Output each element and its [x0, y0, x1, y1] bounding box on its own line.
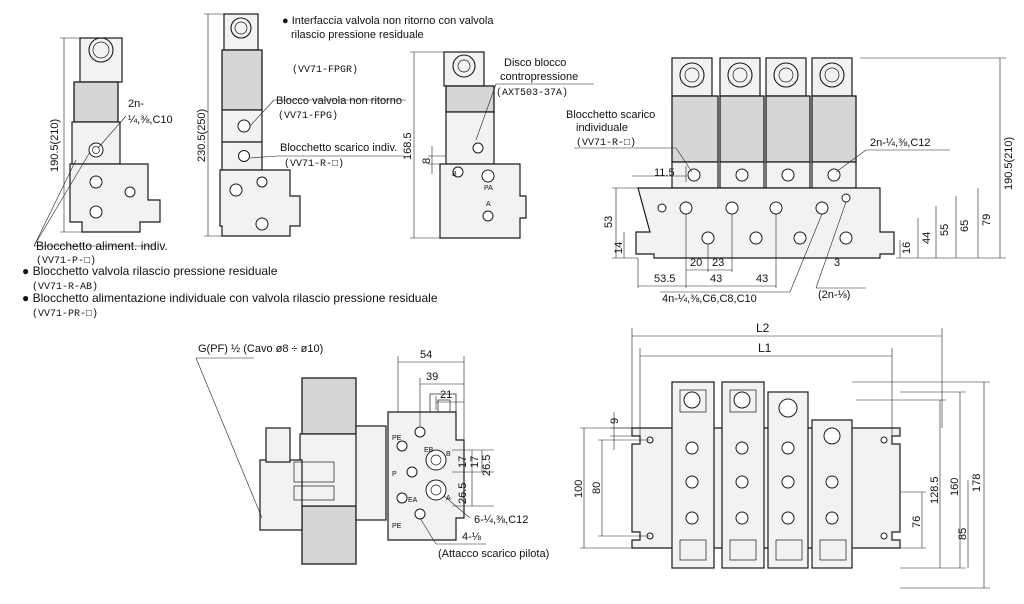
v4-ports-note2: (2n-⅛) [818, 289, 851, 301]
v5-dim-26-5b: 26.5 [481, 454, 493, 476]
v4-ports-note: 4n-¼,⅜,C6,C8,C10 [662, 293, 757, 305]
v5-cable-note: G(PF) ½ (Cavo ø8 ÷ ø10) [198, 343, 324, 355]
v5-letter-a: A [446, 495, 451, 502]
v3-letter-a: A [486, 201, 491, 208]
v4-dim-14: 14 [613, 241, 625, 254]
v2-label2: Blocco valvola non ritorno [276, 95, 402, 107]
v5-dim-17b: 17 [469, 455, 481, 468]
v3-dim-small: 8 [421, 157, 433, 164]
v2-code3: (VV71-R-□) [284, 159, 345, 170]
v5-letter-pe2: PE [392, 523, 402, 530]
v5-dim-54: 54 [420, 349, 433, 361]
v2-bullet-line2: rilascio pressione residuale [291, 29, 424, 41]
v4-dim-11-5: 11.5 [654, 167, 675, 179]
v1-port-note-1: 2n- [128, 98, 144, 110]
v6-dim-80: 80 [591, 481, 603, 494]
v3-letter-b: B [452, 171, 457, 178]
v6-dim-l1: L1 [758, 341, 772, 355]
v4-dim-44: 44 [921, 231, 933, 244]
v4-code: (VV71-R-□) [576, 138, 637, 149]
v4-dim-43b: 43 [756, 273, 769, 285]
bullet-1: ● Blocchetto valvola rilascio pressione residuale [22, 264, 278, 278]
v1-label-block: Blocchetto aliment. indiv. [36, 239, 168, 253]
v5-letter-p: P [392, 471, 397, 478]
v1-dim-height: 190.5(210) [49, 118, 61, 172]
v5-port-note: 6-¼,⅜,C12 [474, 514, 529, 526]
v4-dim-height: 190.5(210) [1003, 136, 1015, 190]
v5-dim-17a: 17 [457, 455, 469, 468]
v5-letter-b: B [446, 451, 451, 458]
v5-letter-ea: EA [408, 497, 418, 504]
view6-top-view [632, 382, 900, 568]
v6-dim-178: 178 [971, 473, 983, 492]
v4-dim-53-5: 53.5 [654, 273, 676, 285]
v3-code: (AXT503-37A) [496, 88, 569, 99]
v2-label3: Blocchetto scarico indiv. [280, 142, 398, 154]
view5-end-view [260, 378, 464, 564]
v5-pilot-note: 4-⅛ [462, 531, 481, 543]
v4-dim-20: 20 [690, 257, 703, 269]
v4-label-line1: Blocchetto scarico [566, 109, 656, 121]
v4-dim-23: 23 [712, 257, 725, 269]
v5-letter-eb: EB [424, 447, 434, 454]
v4-dim-79: 79 [981, 213, 993, 226]
v5-dim-26-5a: 26.5 [457, 482, 469, 504]
view1-side-view [60, 38, 160, 232]
v6-dim-9: 9 [609, 417, 621, 424]
v2-code2: (VV71-FPG) [278, 111, 339, 122]
bullet-2-code: (VV71-PR-□) [32, 309, 99, 320]
v6-dim-85: 85 [957, 527, 969, 540]
v4-port-note: 2n-¼,⅜,C12 [870, 137, 931, 149]
v4-dim-16: 16 [901, 241, 913, 254]
v5-letter-pe1: PE [392, 435, 402, 442]
v3-dim-height: 168.5 [402, 132, 414, 160]
v6-dim-76: 76 [911, 515, 923, 528]
v1-port-note-2: ¼,⅜,C10 [128, 114, 173, 126]
bullet-2: ● Blocchetto alimentazione individuale con valvola rilascio pressione residuale [22, 291, 438, 305]
v6-dim-l2: L2 [756, 321, 770, 335]
v6-dim-128-5: 128.5 [929, 476, 941, 504]
v4-dim-43a: 43 [710, 273, 723, 285]
v4-dim-53: 53 [603, 215, 615, 228]
bullet-1-code: (VV71-R-AB) [32, 282, 99, 293]
v2-bullet: ● Interfaccia valvola non ritorno con valvola [282, 15, 494, 27]
v2-code1: (VV71-FPGR) [292, 65, 359, 76]
v4-label-line2: individuale [576, 122, 628, 134]
v4-dim-65: 65 [959, 219, 971, 232]
view2-side-view [204, 14, 300, 236]
v3-letter-pa: PA [484, 185, 493, 192]
v6-dim-100: 100 [573, 479, 585, 498]
v6-dim-160: 160 [949, 477, 961, 496]
v4-dim-3: 3 [834, 257, 841, 269]
v5-dim-21: 21 [440, 389, 453, 401]
v3-label-line1: Disco blocco [504, 57, 567, 69]
v5-pilot-label: (Attacco scarico pilota) [438, 548, 550, 560]
v4-dim-55: 55 [939, 223, 951, 236]
v3-label-line2: contropressione [500, 71, 579, 83]
v2-dim-height: 230.5(250) [196, 108, 208, 162]
v1-label-block-code: (VV71-P-□) [36, 256, 97, 267]
v5-dim-39: 39 [426, 371, 439, 383]
